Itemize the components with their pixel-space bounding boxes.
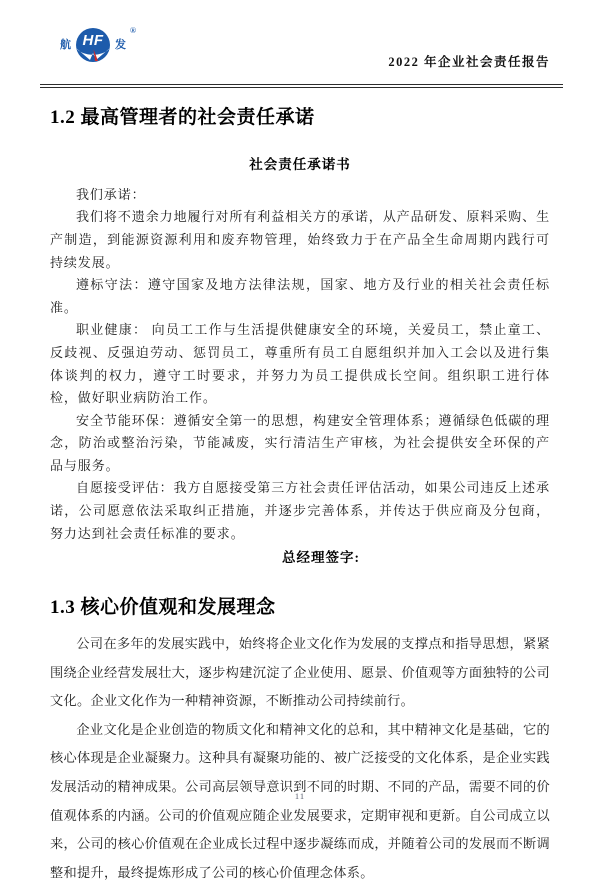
core-values-body — [50, 630, 550, 887]
page-content — [50, 106, 550, 887]
report-title: 2022 年企业社会责任报告 — [388, 55, 550, 69]
commitment-letter-body — [50, 184, 550, 546]
general-manager-signature-label: 总经理签字: — [282, 550, 360, 566]
header-divider — [40, 84, 563, 88]
registered-trademark-icon: ® — [130, 26, 136, 35]
commitment-letter-title: 社会责任承诺书 — [249, 156, 351, 172]
page-number: 11 — [294, 791, 306, 801]
section-1-3-heading: 1.3 核心价值观和发展理念 — [50, 597, 276, 619]
logo-hf-emblem-icon — [76, 28, 110, 62]
logo-left-char: 航 — [60, 38, 71, 51]
letter-paragraph: 遵标守法：遵守国家及地方法律法规，国家、地方及行业的相关社会责任标准。 — [50, 277, 550, 315]
letter-paragraph: 安全节能环保：遵循安全第一的思想，构建安全管理体系；遵循绿色低碳的理念，防治或整治污染，节能减废，实行清洁生产审核，为社会提供安全环保的产品与服务。 — [50, 412, 550, 473]
company-logo — [60, 28, 136, 62]
letter-paragraph: 自愿接受评估：我方自愿接受第三方社会责任评估活动，如果公司违反上述承诺，公司愿意依法采取纠正措施，并逐步完善体系，并传达于供应商及分包商，努力达到社会责任标准的要求。 — [50, 480, 550, 541]
values-paragraph: 企业文化是企业创造的物质文化和精神文化的总和，其中精神文化是基础，它的核心体现是企业凝聚力。这种具有凝聚功能的、被广泛接受的文化体系，是企业实践发展活动的精神成果。公司高层领导意识到不同的时期、不同的产品，需要不同的价值观体系的内涵。公司的价值观应随企业发展要求，定期审视和更新。自公司成立以来，公司的核心价值观在企业成长过程中逐步凝练而成，并随着公司的发展而不断调整和提升，最终提炼形成了公司的核心价值理念体系。 — [50, 721, 550, 880]
letter-paragraph: 我们承诺： — [76, 186, 146, 202]
page-header — [0, 0, 600, 92]
logo-right-char: 发 — [115, 38, 126, 51]
letter-paragraph: 我们将不遗余力地履行对所有利益相关方的承诺，从产品研发、原料采购、生产制造，到能源资源利用和废弃物管理，始终致力于在产品全生命周期内践行可持续发展。 — [50, 209, 550, 270]
logo-hf-text: HF — [82, 32, 104, 49]
values-paragraph: 公司在多年的发展实践中，始终将企业文化作为发展的支撑点和指导思想，紧紧围绕企业经营发展壮大，逐步构建沉淀了企业使用、愿景、价值观等方面独特的公司文化。企业文化作为一种精神资源，不断推动公司持续前行。 — [50, 636, 550, 709]
section-1-2-heading: 1.2 最高管理者的社会责任承诺 — [50, 107, 315, 128]
letter-paragraph: 职业健康： 向员工工作与生活提供健康安全的环境，关爱员工，禁止童工、反歧视、反强迫劳动、惩罚员工，尊重所有员工自愿组织并加入工会以及进行集体谈判的权力，遵守工时要求，并努力为员工提供成长空间。组织职工进行体检，做好职业病防治工作。 — [50, 322, 550, 406]
